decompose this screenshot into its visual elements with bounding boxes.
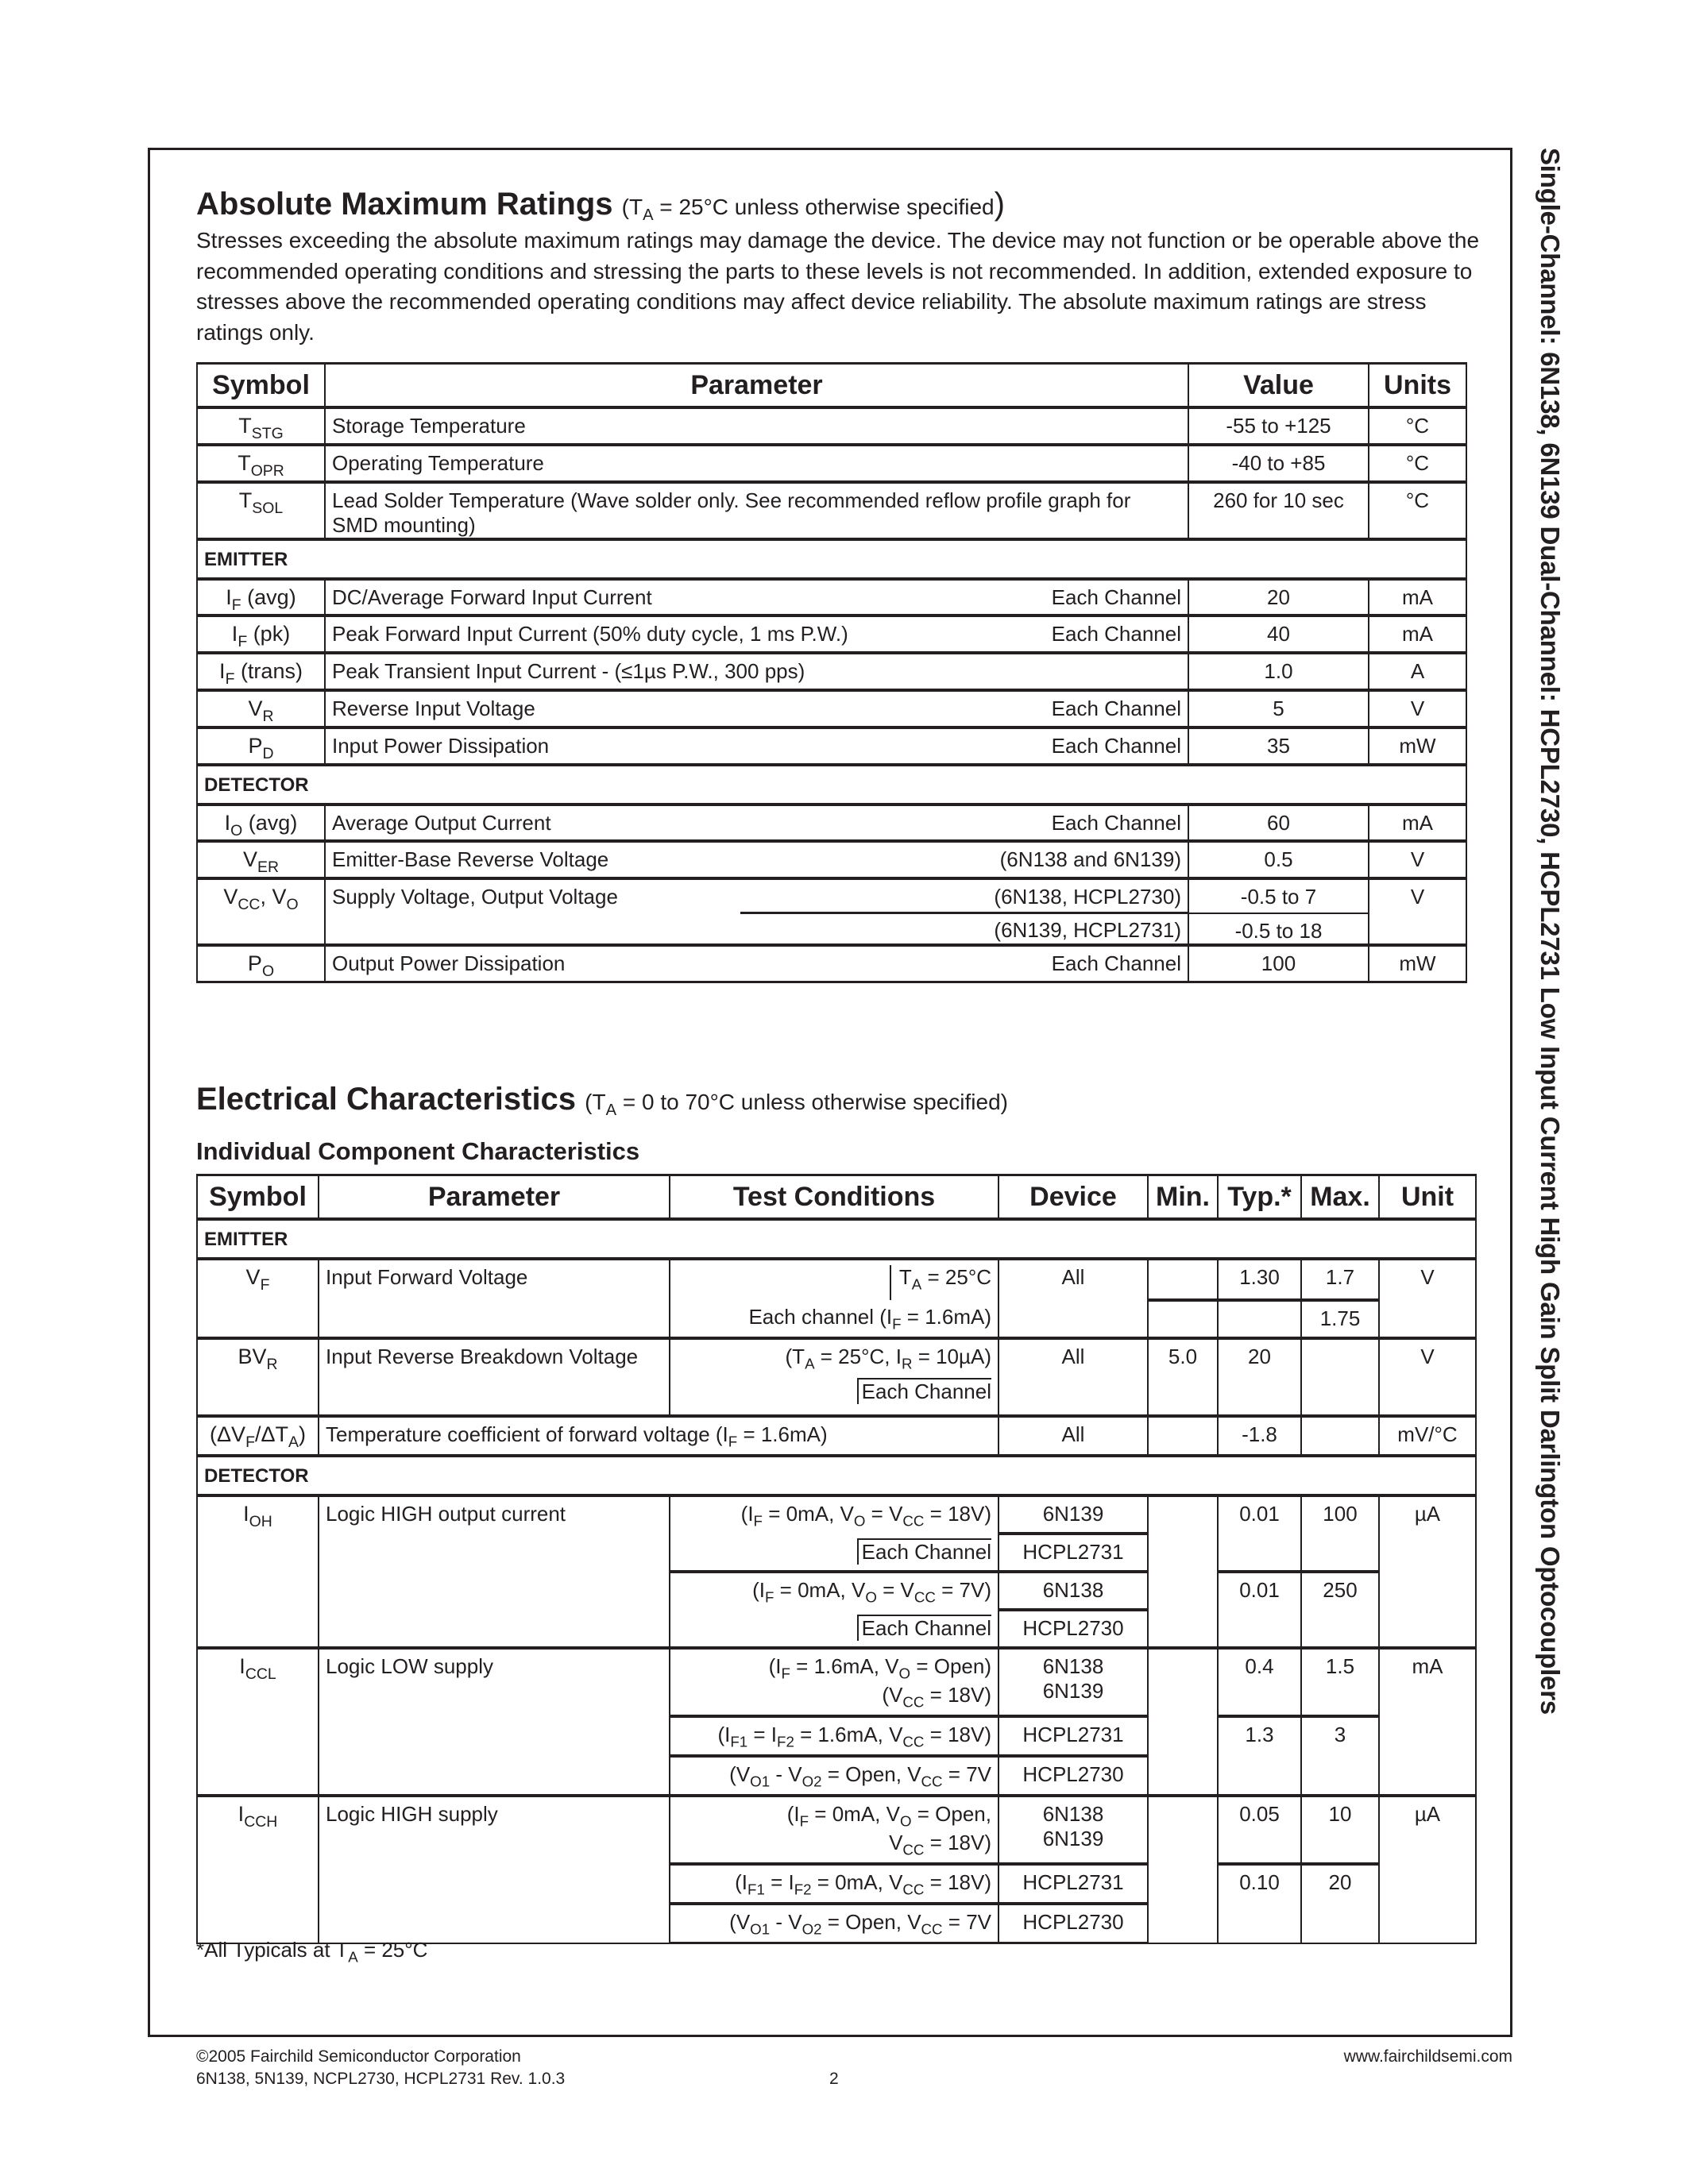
abs-max-intro: Stresses exceeding the absolute maximum ratings may damage the device. The device may not function or be operable above the recommended operating conditions and stressing the parts to these levels is not recommended. In addition, extended exposure to stresses above the recommended operating conditions may affect device reliability. The absolute maximum ratings are stress ratings only. bbox=[196, 228, 1480, 345]
units-cell: °C bbox=[1369, 482, 1466, 539]
value-cell: -40 to +85 bbox=[1188, 445, 1369, 482]
col-test-conditions: Test Conditions bbox=[670, 1175, 999, 1220]
parameter-cell: Output Power Dissipation Each Channel bbox=[325, 945, 1188, 982]
typ-cell: 0.10 bbox=[1218, 1864, 1301, 1943]
min-cell bbox=[1148, 1495, 1218, 1648]
device-cell: 6N138 6N139 bbox=[999, 1648, 1148, 1716]
units-cell: mA bbox=[1369, 805, 1466, 842]
col-units: Units bbox=[1369, 364, 1466, 408]
value-cell: -55 to +125 bbox=[1188, 407, 1369, 445]
value-cell: 100 bbox=[1188, 945, 1369, 982]
abs-max-table bbox=[196, 362, 1467, 983]
symbol-cell: $I_F$ (avg) bbox=[197, 579, 325, 616]
symbol-cell: $V_R$ bbox=[197, 690, 325, 727]
abs-max-row bbox=[197, 615, 1466, 653]
side-title-text: Single-Channel: 6N138, 6N139 Dual-Channel: HCPL2730, HCPL2731 Low Input Current High Gain Split Darlington Optocouplers bbox=[1535, 148, 1565, 1715]
typicals-footnote: *All Typicals at $T_A = 25^\circ C$ bbox=[196, 1938, 428, 1966]
parameter-cell: Storage Temperature bbox=[325, 407, 1188, 445]
units-cell: °C bbox=[1369, 445, 1466, 482]
col-device: Device bbox=[999, 1175, 1148, 1220]
parameter-cell: Temperature coefficient of forward voltage $(I_F = 1.6mA)$ bbox=[319, 1416, 999, 1456]
value-cell: -0.5 to 18 bbox=[1188, 913, 1369, 945]
col-max: Max. bbox=[1301, 1175, 1379, 1220]
elec-row-ioh bbox=[197, 1495, 1476, 1534]
symbol-cell: $I_F$ (pk) bbox=[197, 615, 325, 653]
abs-max-row bbox=[197, 841, 1466, 878]
unit-cell: V bbox=[1379, 1338, 1476, 1416]
col-symbol: Symbol bbox=[197, 1175, 319, 1220]
channel-note: Each Channel bbox=[1051, 585, 1181, 609]
abs-max-row bbox=[197, 653, 1466, 690]
device-cell: HCPL2730 bbox=[999, 1756, 1148, 1796]
test-condition-cell: ($I_{F1} = I_{F2} = 1.6mA$, $V_{CC} = 18V$) bbox=[670, 1716, 999, 1756]
elec-title: Electrical Characteristics ($T_A = 0$ to 70°C unless otherwise specified) bbox=[196, 1082, 1008, 1120]
channel-note: (6N138 and 6N139) bbox=[999, 847, 1181, 872]
max-cell: 100 bbox=[1301, 1495, 1379, 1572]
typ-cell: 0.01 bbox=[1218, 1572, 1301, 1648]
test-condition-cell: Each channel $(I_F = 1.6mA)$ bbox=[670, 1300, 999, 1338]
parameter-cell: Input Forward Voltage bbox=[319, 1259, 670, 1338]
parameter-cell: Reverse Input Voltage Each Channel bbox=[325, 690, 1188, 727]
col-min: Min. bbox=[1148, 1175, 1218, 1220]
typ-cell: 0.01 bbox=[1218, 1495, 1301, 1572]
value-cell: 20 bbox=[1188, 579, 1369, 616]
symbol-cell: $T_{STG}$ bbox=[197, 407, 325, 445]
elec-row-vf bbox=[197, 1259, 1476, 1300]
device-cell: 6N139 bbox=[999, 1495, 1148, 1534]
symbol-cell: $T_{SOL}$ bbox=[197, 482, 325, 539]
value-cell: 260 for 10 sec bbox=[1188, 482, 1369, 539]
units-cell: A bbox=[1369, 653, 1466, 690]
value-cell: 1.0 bbox=[1188, 653, 1369, 690]
max-cell: 3 bbox=[1301, 1716, 1379, 1796]
abs-max-condition: ($T_A = 25^\circ C$ unless otherwise specified bbox=[621, 195, 995, 225]
parameter-cell: Peak Transient Input Current - (≤1µs P.W., 300 pps) bbox=[325, 653, 1188, 690]
typ-cell: 1.30 bbox=[1218, 1259, 1301, 1300]
unit-cell: µA bbox=[1379, 1796, 1476, 1943]
symbol-cell: $V_F$ bbox=[197, 1259, 319, 1338]
units-cell: mA bbox=[1369, 579, 1466, 616]
value-cell: 5 bbox=[1188, 690, 1369, 727]
symbol-cell: $I_{CCL}$ bbox=[197, 1648, 319, 1796]
parameter-cell: Emitter-Base Reverse Voltage (6N138 and 6N139) bbox=[325, 841, 1188, 878]
device-cell: HCPL2730 bbox=[999, 1610, 1148, 1648]
symbol-cell: $I_{CCH}$ bbox=[197, 1796, 319, 1943]
units-cell: V bbox=[1369, 690, 1466, 727]
test-condition-cell: ($V_{O1} - V_{O2}$ = Open, $V_{CC} = 7V$ bbox=[670, 1756, 999, 1796]
symbol-cell: $I_O$ (avg) bbox=[197, 805, 325, 842]
test-condition-cell: ($I_F = 1.6mA$, $V_O$ = Open) $(V_{CC} = 18V)$ bbox=[670, 1648, 999, 1716]
value-cell: 60 bbox=[1188, 805, 1369, 842]
parameter-cell: Supply Voltage, Output Voltage (6N138, HCPL2730) bbox=[325, 878, 1188, 913]
units-cell: mW bbox=[1369, 727, 1466, 765]
parameter-cell: Logic HIGH output current bbox=[319, 1495, 670, 1648]
typ-cell: 0.05 bbox=[1218, 1796, 1301, 1864]
parameter-cell: Average Output Current Each Channel bbox=[325, 805, 1188, 842]
device-cell: HCPL2731 bbox=[999, 1864, 1148, 1904]
min-cell bbox=[1148, 1796, 1218, 1943]
symbol-cell: $V_{ER}$ bbox=[197, 841, 325, 878]
elec-row-tempco bbox=[197, 1416, 1476, 1456]
max-cell: 1.5 bbox=[1301, 1648, 1379, 1716]
abs-max-row bbox=[197, 690, 1466, 727]
abs-max-row bbox=[197, 805, 1466, 842]
group-header: DETECTOR bbox=[197, 765, 1466, 805]
typ-cell: 0.4 bbox=[1218, 1648, 1301, 1716]
test-condition-cell: $T_A = 25^\circ C$ bbox=[670, 1259, 999, 1300]
min-cell bbox=[1148, 1416, 1218, 1456]
device-cell: 6N138 6N139 bbox=[999, 1796, 1148, 1864]
group-header: EMITTER bbox=[197, 1219, 1476, 1259]
max-cell: 250 bbox=[1301, 1572, 1379, 1648]
footer-copyright: ©2005 Fairchild Semiconductor Corporation bbox=[196, 2047, 521, 2066]
max-cell bbox=[1301, 1416, 1379, 1456]
parameter-cell: Logic LOW supply bbox=[319, 1648, 670, 1796]
min-cell bbox=[1148, 1648, 1218, 1796]
channel-note: Each Channel bbox=[1051, 696, 1181, 720]
units-cell: V bbox=[1369, 878, 1466, 945]
device-cell: 6N138 bbox=[999, 1572, 1148, 1610]
device-cell: HCPL2730 bbox=[999, 1904, 1148, 1943]
parameter-cell: Peak Forward Input Current (50% duty cycle, 1 ms P.W.) Each Channel bbox=[325, 615, 1188, 653]
max-cell: 1.75 bbox=[1301, 1300, 1379, 1338]
test-condition-cell: ($I_F = 0mA$, $V_O = V_{CC} = 7V$) bbox=[670, 1572, 999, 1610]
parameter-cell: Input Reverse Breakdown Voltage bbox=[319, 1338, 670, 1416]
test-condition-cell: ($V_{O1} - V_{O2}$ = Open, $V_{CC} = 7V$ bbox=[670, 1904, 999, 1943]
abs-max-title: Absolute Maximum Ratings ($T_A = 25^\circ C$ unless otherwise specified) bbox=[196, 187, 1005, 225]
parameter-cell: DC/Average Forward Input Current Each Channel bbox=[325, 579, 1188, 616]
max-cell bbox=[1301, 1338, 1379, 1416]
elec-row-iccl bbox=[197, 1648, 1476, 1716]
col-symbol: Symbol bbox=[197, 364, 325, 408]
test-condition-cell: ($I_F = 0mA$, $V_O$ = Open, $V_{CC} = 18V$) bbox=[670, 1796, 999, 1864]
abs-max-row bbox=[197, 445, 1466, 482]
symbol-cell: $T_{OPR}$ bbox=[197, 445, 325, 482]
units-cell: mW bbox=[1369, 945, 1466, 982]
symbol-cell: $P_D$ bbox=[197, 727, 325, 765]
value-cell: -0.5 to 7 bbox=[1188, 878, 1369, 913]
elec-condition: ($T_A = 0$ to 70°C unless otherwise specified) bbox=[585, 1090, 1008, 1120]
abs-max-row bbox=[197, 579, 1466, 616]
elec-subtitle: Individual Component Characteristics bbox=[196, 1137, 640, 1165]
col-typ: Typ.* bbox=[1218, 1175, 1301, 1220]
device-cell: HCPL2731 bbox=[999, 1716, 1148, 1756]
typ-cell: 1.3 bbox=[1218, 1716, 1301, 1796]
abs-max-row-supply bbox=[197, 878, 1466, 913]
elec-row-bvr bbox=[197, 1338, 1476, 1416]
channel-note: Each Channel bbox=[1051, 622, 1181, 646]
max-cell: 20 bbox=[1301, 1864, 1379, 1943]
parameter-cell: Operating Temperature bbox=[325, 445, 1188, 482]
abs-max-row bbox=[197, 482, 1466, 539]
test-condition-cell: ($T_A = 25^\circ C$, $I_R = 10\mu A$) Each Channel bbox=[670, 1338, 999, 1416]
value-cell: 40 bbox=[1188, 615, 1369, 653]
device-cell: All bbox=[999, 1259, 1148, 1338]
unit-cell: mV/°C bbox=[1379, 1416, 1476, 1456]
value-cell: 0.5 bbox=[1188, 841, 1369, 878]
value-cell: 35 bbox=[1188, 727, 1369, 765]
units-cell: mA bbox=[1369, 615, 1466, 653]
elec-row-icch bbox=[197, 1796, 1476, 1864]
symbol-cell: $V_{CC}$, $V_O$ bbox=[197, 878, 325, 945]
parameter-cell: Lead Solder Temperature (Wave solder only. See recommended reflow profile graph for SMD mounting) bbox=[325, 482, 1188, 539]
min-cell bbox=[1148, 1259, 1218, 1300]
elec-table: Symbol Parameter Test Conditions Device Min. Typ.* Max. Unit EMITTER $V_F$ Input Forward Voltage $T_A = 25^\circ C$ All 1.30 1.7 V Each channel $(I_F = 1.6mA)$ 1.75 $BV_R$ Input Reverse Breakdown Voltage ($T_A = 25^\circ C$, $I_R = 10\mu A$) Each Channel All 5.0 20 V $(\Delta V_F/\Delta T_A)$ Temperature coefficient of forward voltage $(I_F = 1.6mA)$ All -1.8 mV/°C DETECTOR $I_{OH}$ Logic HIGH output current ($I_F = 0mA$, $V_O = V_{CC} = 18V$) 6N139 0.01 100 µA Each Channel HCPL2731 ($I_F = 0mA$, $V_O = V_{CC} = 7V$) 6N138 0.01 250 Each Channel HCPL2730 $I_{CCL}$ Logic LOW supply ($I_F = 1.6mA$, $V_O$ = Open) $(V_{CC} = 18V)$ 6N138 6N139 0.4 1.5 mA ($I_{F1} = I_{F2} = 1.6mA$, $V_{CC} = 18V$) HCPL2731 1.3 3 ($V_{O1} - V_{O2}$ = Open, $V_{CC} = 7V$ HCPL2730 $I_{CCH}$ Logic HIGH supply ($I_F = 0mA$, $V_O$ = Open, $V_{CC} = 18V$) 6N138 6N139 0.05 10 µA ($I_{F1} = I_{F2} = 0mA$, $V_{CC} = 18V$) HCPL2731 0.10 20 ($V_{O1} - V_{O2}$ = Open, $V_{CC} = 7V$ HCPL2730 bbox=[196, 1174, 1477, 1944]
units-cell: °C bbox=[1369, 407, 1466, 445]
symbol-cell: $P_O$ bbox=[197, 945, 325, 982]
channel-note: Each Channel bbox=[1051, 733, 1181, 758]
footer-doc-id: 6N138, 5N139, NCPL2730, HCPL2731 Rev. 1.0.3 bbox=[196, 2070, 566, 2088]
parameter-cell: (6N139, HCPL2731) bbox=[325, 913, 1188, 945]
symbol-cell: $I_F$ (trans) bbox=[197, 653, 325, 690]
typ-cell: -1.8 bbox=[1218, 1416, 1301, 1456]
symbol-cell: $(\Delta V_F/\Delta T_A)$ bbox=[197, 1416, 319, 1456]
unit-cell: V bbox=[1379, 1259, 1476, 1338]
abs-max-row bbox=[197, 407, 1466, 445]
symbol-cell: $I_{OH}$ bbox=[197, 1495, 319, 1648]
max-cell: 1.7 bbox=[1301, 1259, 1379, 1300]
group-header: DETECTOR bbox=[197, 1456, 1476, 1495]
side-title bbox=[1524, 148, 1571, 2037]
abs-max-row bbox=[197, 727, 1466, 765]
parameter-cell: Input Power Dissipation Each Channel bbox=[325, 727, 1188, 765]
footer-website[interactable]: www.fairchildsemi.com bbox=[1343, 2047, 1512, 2066]
group-header: EMITTER bbox=[197, 539, 1466, 579]
max-cell: 10 bbox=[1301, 1796, 1379, 1864]
col-value: Value bbox=[1188, 364, 1369, 408]
parameter-cell: Logic HIGH supply bbox=[319, 1796, 670, 1943]
unit-cell: mA bbox=[1379, 1648, 1476, 1796]
device-cell: HCPL2731 bbox=[999, 1534, 1148, 1572]
device-cell: All bbox=[999, 1416, 1148, 1456]
device-cell: All bbox=[999, 1338, 1148, 1416]
typ-cell: 20 bbox=[1218, 1338, 1301, 1416]
unit-cell: µA bbox=[1379, 1495, 1476, 1648]
col-parameter: Parameter bbox=[319, 1175, 670, 1220]
abs-max-row bbox=[197, 945, 1466, 982]
test-condition-cell: ($I_{F1} = I_{F2} = 0mA$, $V_{CC} = 18V$) bbox=[670, 1864, 999, 1904]
col-parameter: Parameter bbox=[325, 364, 1188, 408]
min-cell: 5.0 bbox=[1148, 1338, 1218, 1416]
footer-page-number: 2 bbox=[829, 2070, 839, 2088]
units-cell: V bbox=[1369, 841, 1466, 878]
channel-note: Each Channel bbox=[1051, 810, 1181, 835]
test-condition-cell: ($I_F = 0mA$, $V_O = V_{CC} = 18V$) bbox=[670, 1495, 999, 1534]
col-unit: Unit bbox=[1379, 1175, 1476, 1220]
symbol-cell: $BV_R$ bbox=[197, 1338, 319, 1416]
